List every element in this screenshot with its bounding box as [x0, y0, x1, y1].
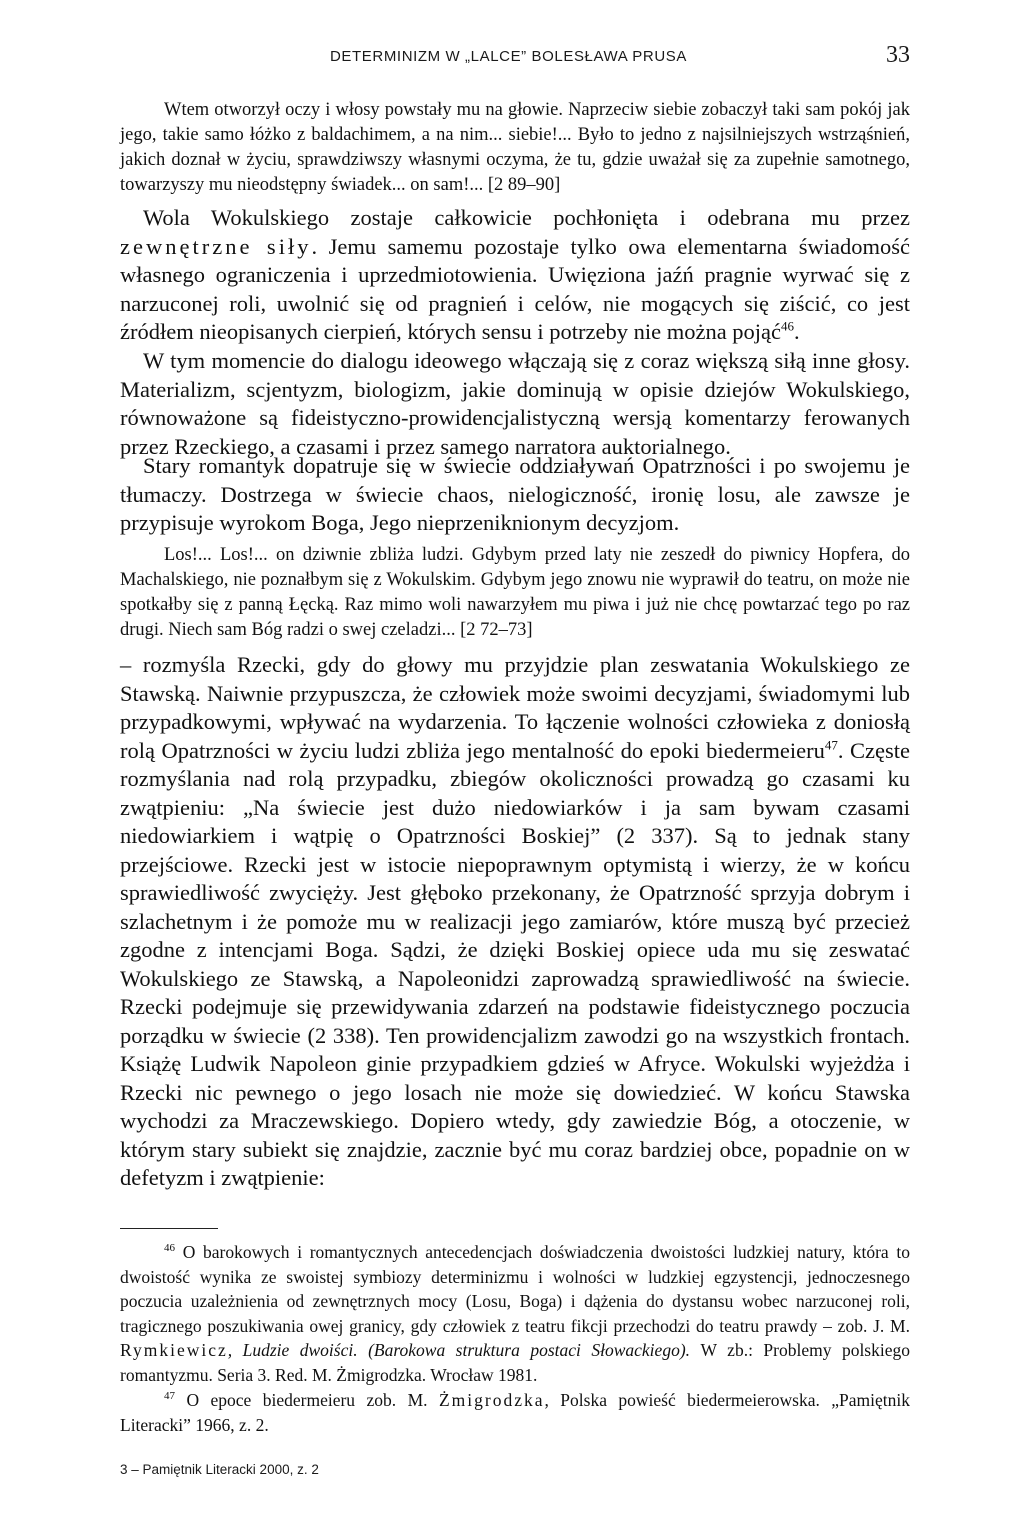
page-number: 33	[886, 42, 910, 68]
block-quote-2: Los!... Los!... on dziwnie zbliża ludzi. Gdybym przed laty nie zeszedł do piwnicy Hopfera, do Machalskiego, nie poznałbym się z Wokulskim. Gdybym jego znowu nie wyprawił do teatru, on może nie spotkałby się z panną Łęcką. Raz mimo woli nawarzyłem mu piwa i już nie chcę powtarzać tego po raz drugi. Niech sam Bóg radzi o swej czeladzi... [2 72–73]	[120, 545, 910, 640]
footnote-ref-46[interactable]: 46	[781, 318, 795, 334]
footnote-46-title: , Ludzie dwoiści. (Barokowa struktura postaci Słowackiego).	[227, 1340, 701, 1360]
footnote-46-text: O barokowych i romantycznych antecedencjach doświadczenia dwoistości ludzkiej natury, która to dwoistość wynika ze swoistej symbiozy determinizmu i wolności w ludzkiej egzystencji, jednoczesnego poczucia uzależnienia od zewnętrznych mocy (Losu, Boga) i dążenia do dystansu wobec narzuconej roli, tragicznego poszukiwania owej granicy, gdy człowiek z teatru fikcji przechodzi do teatru prawdy – zob. J. M.	[120, 1242, 910, 1336]
footnote-separator	[120, 1228, 218, 1229]
footnote-47-rest: , Polska powieść biedermeierowska. „Pamiętnik Literacki” 1966, z. 2.	[120, 1390, 910, 1435]
paragraph-4-text-cont: . Częste rozmyślania nad rolą przypadku, zbiegów okoliczności prowadzą go czasami ku zwątpieniu: „Na świecie jest dużo niedowiarków i ja sam bywam czasami niedowiarkiem i wątpię o Opatrzności Boskiej” (2 337). Są to jednak stany przejściowe. Rzecki jest w istocie niepoprawnym optymistą i wierzy, że w końcu sprawiedliwość zwycięży. Jest głęboko przekonany, że Opatrzność sprzyja dobrym i szlachetnym i że pomoże mu w realizacji jego zamiarów, które muszą być przecież zgodne z intencjami Boga. Sądzi, że dzięki Boskiej opiece uda mu się zeswatać Wokulskiego ze Stawską, a Napoleonidzi zaprowadzą sprawiedliwość na świecie. Rzecki podejmuje się przewidywania zdarzeń na podstawie fideistycznego poczucia porządku w świecie (2 338). Ten prowidencjalizm zawodzi go na wszystkich frontach. Książę Ludwik Napoleon ginie przypadkiem gdzieś w Afryce. Wokulski wyjeżdża i Rzecki nic pewnego o jego losach nie może się dowiedzieć. W końcu Stawska wychodzi za Mraczewskiego. Dopiero wtedy, gdy zawiedzie Bóg, a otoczenie, w którym stary subiekt się znajdzie, zacznie być mu coraz bardziej obce, popadnie on w defetyzm i zwątpienie:	[120, 737, 910, 1190]
emphasis-spaced: zewnętrzne siły	[120, 233, 312, 259]
footnote-mark-47: 47	[164, 1390, 175, 1403]
paragraph-1-text: Wola Wokulskiego zostaje całkowicie pochłonięta i odebrana mu przez	[143, 205, 910, 230]
page-header	[120, 42, 910, 74]
footnote-47	[120, 1388, 910, 1437]
paragraph-4	[120, 651, 910, 1193]
paragraph-2: W tym momencie do dialogu ideowego włączają się z coraz większą siłą inne głosy. Materializm, scjentyzm, biologizm, jakie dominują w opisie dziejów Wokulskiego, równoważone są fideistyczno-prowidencjalistyczną wersją komentarzy ferowanych przez Rzeckiego, a czasami i przez samego narratora auktorialnego.	[120, 348, 910, 459]
paragraph-1	[120, 204, 910, 347]
footnote-46-rest: W zb.: Problemy polskiego romantyzmu. Seria 3. Red. M. Żmigrodzka. Wrocław 1981.	[120, 1340, 910, 1385]
footnote-46-author: Rymkiewicz	[120, 1340, 228, 1360]
footnote-mark-46: 46	[164, 1242, 175, 1255]
paragraph-1-end: .	[794, 319, 800, 344]
paragraph-1-text-cont: . Jemu samemu pozostaje tylko owa elementarna świadomość własnego ograniczenia i uprzedmiotowienia. Uwięziona jaźń pragnie wyrwać się z narzuconej roli, uwolnić się od pragnień i celów, nie mogących się ziścić, co jest źródłem nieopisanych cierpień, których sensu i potrzeby nie można pojąć	[120, 233, 910, 344]
footnote-ref-47[interactable]: 47	[824, 737, 838, 752]
paragraph-4-text: – rozmyśla Rzecki, gdy do głowy mu przyjdzie plan zeswatania Wokulskiego ze Stawską. Naiwnie przypuszcza, że człowiek może swoimi decyzjami, świadomymi lub przypadkowymi, wpływać na wydarzenia. To łączenie wolności człowieka z doniosłą rolą Opatrzności w życiu ludzi zbliża jego mentalność do epoki biedermeieru	[120, 652, 910, 763]
page-footer: 3 – Pamiętnik Literacki 2000, z. 2	[120, 1462, 319, 1477]
running-title: DETERMINIZM W „LALCE” BOLESŁAWA PRUSA	[330, 48, 687, 65]
footnote-47-author: Żmigrodzka	[438, 1390, 545, 1410]
block-quote-1: Wtem otworzył oczy i włosy powstały mu na głowie. Naprzeciw siebie zobaczył taki sam pokój jak jego, takie samo łóżko z baldachimem, a na nim... siebie!... Było to jedno z najsilniejszych wstrząśnień, jakich doznał w życiu, sprawdziwszy własnymi oczyma, że tu, gdzie uważał się za zupełnie samotnego, towarzyszy mu nieodstępny świadek... on sam!... [2 89–90]	[120, 100, 910, 195]
footnote-46	[120, 1240, 910, 1387]
paragraph-3: Stary romantyk dopatruje się w świecie oddziaływań Opatrzności i po swojemu je tłumaczy. Dostrzega w świecie chaos, nielogiczność, ironię losu, ale zawsze je przypisuje wyrokom Boga, Jego nieprzeniknionym decyzjom.	[120, 453, 910, 535]
footnote-47-text: O epoce biedermeieru zob. M.	[186, 1390, 439, 1410]
